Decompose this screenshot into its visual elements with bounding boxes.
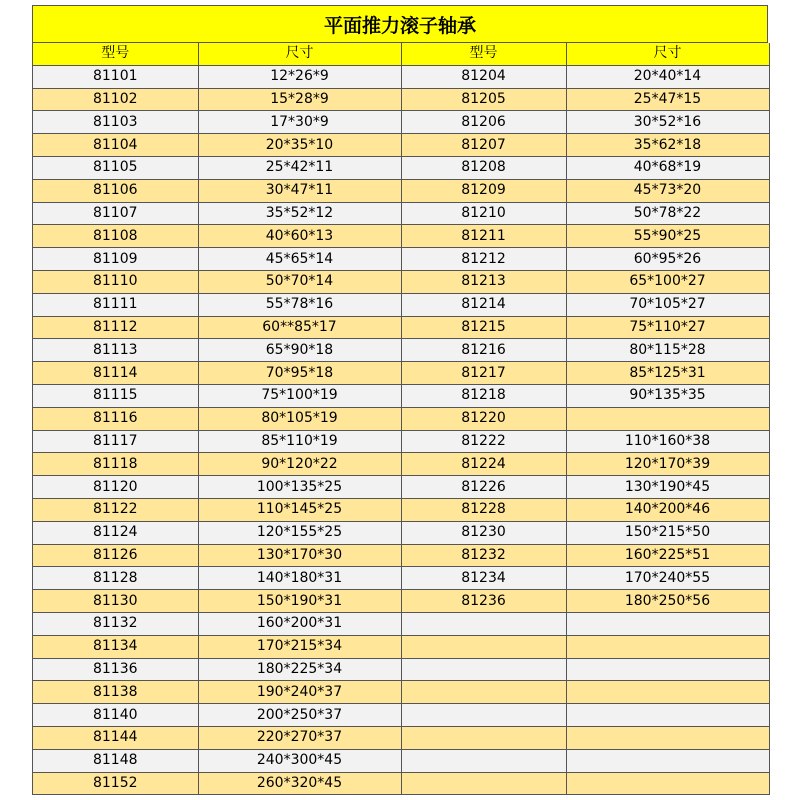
size-left-cell: 15*28*9	[198, 88, 401, 111]
model-left-cell: 81130	[33, 590, 198, 613]
model-right-cell: 81213	[401, 270, 566, 293]
model-left-cell: 81128	[33, 567, 198, 590]
model-left-cell: 81107	[33, 202, 198, 225]
table-row	[33, 225, 769, 248]
size-right-cell: 150*215*50	[566, 521, 769, 544]
size-right-cell: 80*115*28	[566, 339, 769, 362]
spec-table	[33, 43, 770, 795]
size-right-cell: 65*100*27	[566, 270, 769, 293]
model-right-cell: 81204	[401, 65, 566, 88]
model-right-cell: 81214	[401, 293, 566, 316]
table-row	[33, 362, 769, 385]
model-left-cell: 81105	[33, 156, 198, 179]
sheet-title: 平面推力滚子轴承	[33, 6, 768, 43]
size-right-cell: 20*40*14	[566, 65, 769, 88]
size-left-cell: 17*30*9	[198, 111, 401, 134]
model-left-cell: 81117	[33, 430, 198, 453]
table-row	[33, 65, 769, 88]
model-left-cell: 81110	[33, 270, 198, 293]
table-row	[33, 567, 769, 590]
model-right-cell: 81230	[401, 521, 566, 544]
size-right-cell: 45*73*20	[566, 179, 769, 202]
table-row	[33, 293, 769, 316]
size-left-cell: 160*200*31	[198, 612, 401, 635]
size-left-cell: 55*78*16	[198, 293, 401, 316]
model-left-cell: 81136	[33, 658, 198, 681]
size-left-cell: 260*320*45	[198, 772, 401, 795]
model-left-cell: 81115	[33, 384, 198, 407]
size-right-cell: 160*225*51	[566, 544, 769, 567]
model-right-cell: 81205	[401, 88, 566, 111]
model-left-cell: 81101	[33, 65, 198, 88]
model-left-cell: 81124	[33, 521, 198, 544]
size-left-cell: 40*60*13	[198, 225, 401, 248]
size-left-cell: 45*65*14	[198, 248, 401, 271]
table-row	[33, 590, 769, 613]
model-right-cell: 81212	[401, 248, 566, 271]
model-left-cell: 81118	[33, 453, 198, 476]
header-size-right: 尺寸	[566, 43, 769, 65]
model-right-cell: 81226	[401, 476, 566, 499]
table-row	[33, 407, 769, 430]
size-right-cell: 110*160*38	[566, 430, 769, 453]
bearing-spec-sheet	[32, 5, 768, 795]
model-right-cell: 81216	[401, 339, 566, 362]
table-row	[33, 453, 769, 476]
size-left-cell: 25*42*11	[198, 156, 401, 179]
size-right-cell: 180*250*56	[566, 590, 769, 613]
table-row	[33, 476, 769, 499]
table-row	[33, 726, 769, 749]
model-left-cell: 81108	[33, 225, 198, 248]
size-left-cell: 150*190*31	[198, 590, 401, 613]
size-right-cell: 55*90*25	[566, 225, 769, 248]
size-left-cell: 140*180*31	[198, 567, 401, 590]
size-left-cell: 12*26*9	[198, 65, 401, 88]
size-left-cell: 180*225*34	[198, 658, 401, 681]
model-left-cell: 81112	[33, 316, 198, 339]
size-left-cell: 30*47*11	[198, 179, 401, 202]
size-right-cell	[566, 749, 769, 772]
size-left-cell: 170*215*34	[198, 635, 401, 658]
model-right-cell: 81215	[401, 316, 566, 339]
table-row	[33, 134, 769, 157]
model-right-cell: 81210	[401, 202, 566, 225]
size-right-cell: 25*47*15	[566, 88, 769, 111]
table-row	[33, 521, 769, 544]
model-right-cell: 81206	[401, 111, 566, 134]
model-right-cell	[401, 726, 566, 749]
table-row	[33, 772, 769, 795]
model-left-cell: 81126	[33, 544, 198, 567]
table-body	[33, 65, 769, 795]
model-right-cell: 81236	[401, 590, 566, 613]
header-row	[33, 43, 769, 65]
size-right-cell: 30*52*16	[566, 111, 769, 134]
size-right-cell: 120*170*39	[566, 453, 769, 476]
size-right-cell	[566, 704, 769, 727]
table-row	[33, 202, 769, 225]
model-right-cell: 81218	[401, 384, 566, 407]
model-right-cell: 81217	[401, 362, 566, 385]
size-left-cell: 75*100*19	[198, 384, 401, 407]
model-left-cell: 81111	[33, 293, 198, 316]
size-left-cell: 200*250*37	[198, 704, 401, 727]
table-row	[33, 498, 769, 521]
table-row	[33, 612, 769, 635]
table-row	[33, 270, 769, 293]
model-right-cell: 81211	[401, 225, 566, 248]
size-right-cell	[566, 681, 769, 704]
model-left-cell: 81134	[33, 635, 198, 658]
size-left-cell: 65*90*18	[198, 339, 401, 362]
size-right-cell: 60*95*26	[566, 248, 769, 271]
table-row	[33, 248, 769, 271]
size-right-cell: 85*125*31	[566, 362, 769, 385]
model-right-cell: 81224	[401, 453, 566, 476]
size-right-cell: 35*62*18	[566, 134, 769, 157]
size-left-cell: 100*135*25	[198, 476, 401, 499]
model-right-cell	[401, 772, 566, 795]
header-size-left: 尺寸	[198, 43, 401, 65]
model-right-cell: 81234	[401, 567, 566, 590]
model-left-cell: 81102	[33, 88, 198, 111]
table-row	[33, 544, 769, 567]
model-left-cell: 81148	[33, 749, 198, 772]
table-row	[33, 156, 769, 179]
size-left-cell: 220*270*37	[198, 726, 401, 749]
model-left-cell: 81120	[33, 476, 198, 499]
size-right-cell: 130*190*45	[566, 476, 769, 499]
table-row	[33, 316, 769, 339]
model-left-cell: 81113	[33, 339, 198, 362]
header-model-left: 型号	[33, 43, 198, 65]
table-row	[33, 384, 769, 407]
model-right-cell: 81232	[401, 544, 566, 567]
model-right-cell	[401, 681, 566, 704]
size-left-cell: 240*300*45	[198, 749, 401, 772]
table-row	[33, 430, 769, 453]
size-right-cell	[566, 772, 769, 795]
model-right-cell: 81220	[401, 407, 566, 430]
size-left-cell: 110*145*25	[198, 498, 401, 521]
model-left-cell: 81114	[33, 362, 198, 385]
table-row	[33, 704, 769, 727]
table-row	[33, 339, 769, 362]
size-right-cell	[566, 726, 769, 749]
model-right-cell: 81207	[401, 134, 566, 157]
size-right-cell	[566, 407, 769, 430]
table-row	[33, 88, 769, 111]
model-right-cell: 81228	[401, 498, 566, 521]
size-left-cell: 35*52*12	[198, 202, 401, 225]
size-left-cell: 90*120*22	[198, 453, 401, 476]
model-left-cell: 81138	[33, 681, 198, 704]
size-right-cell: 140*200*46	[566, 498, 769, 521]
model-right-cell: 81209	[401, 179, 566, 202]
size-left-cell: 85*110*19	[198, 430, 401, 453]
model-left-cell: 81116	[33, 407, 198, 430]
model-left-cell: 81144	[33, 726, 198, 749]
size-left-cell: 70*95*18	[198, 362, 401, 385]
size-left-cell: 130*170*30	[198, 544, 401, 567]
table-row	[33, 635, 769, 658]
size-right-cell: 90*135*35	[566, 384, 769, 407]
table-row	[33, 658, 769, 681]
size-right-cell: 75*110*27	[566, 316, 769, 339]
model-left-cell: 81106	[33, 179, 198, 202]
size-right-cell	[566, 635, 769, 658]
model-right-cell	[401, 635, 566, 658]
table-row	[33, 179, 769, 202]
size-right-cell: 40*68*19	[566, 156, 769, 179]
size-right-cell	[566, 658, 769, 681]
model-left-cell: 81103	[33, 111, 198, 134]
table-row	[33, 681, 769, 704]
size-left-cell: 60**85*17	[198, 316, 401, 339]
size-right-cell: 50*78*22	[566, 202, 769, 225]
model-left-cell: 81132	[33, 612, 198, 635]
size-right-cell	[566, 612, 769, 635]
size-right-cell: 170*240*55	[566, 567, 769, 590]
model-right-cell	[401, 612, 566, 635]
model-right-cell	[401, 704, 566, 727]
size-left-cell: 50*70*14	[198, 270, 401, 293]
model-right-cell	[401, 658, 566, 681]
table-row	[33, 111, 769, 134]
size-right-cell: 70*105*27	[566, 293, 769, 316]
model-right-cell: 81208	[401, 156, 566, 179]
model-left-cell: 81104	[33, 134, 198, 157]
model-left-cell: 81152	[33, 772, 198, 795]
model-right-cell: 81222	[401, 430, 566, 453]
size-left-cell: 190*240*37	[198, 681, 401, 704]
model-left-cell: 81122	[33, 498, 198, 521]
table-row	[33, 749, 769, 772]
size-left-cell: 120*155*25	[198, 521, 401, 544]
model-left-cell: 81140	[33, 704, 198, 727]
size-left-cell: 20*35*10	[198, 134, 401, 157]
size-left-cell: 80*105*19	[198, 407, 401, 430]
model-left-cell: 81109	[33, 248, 198, 271]
model-right-cell	[401, 749, 566, 772]
header-model-right: 型号	[401, 43, 566, 65]
